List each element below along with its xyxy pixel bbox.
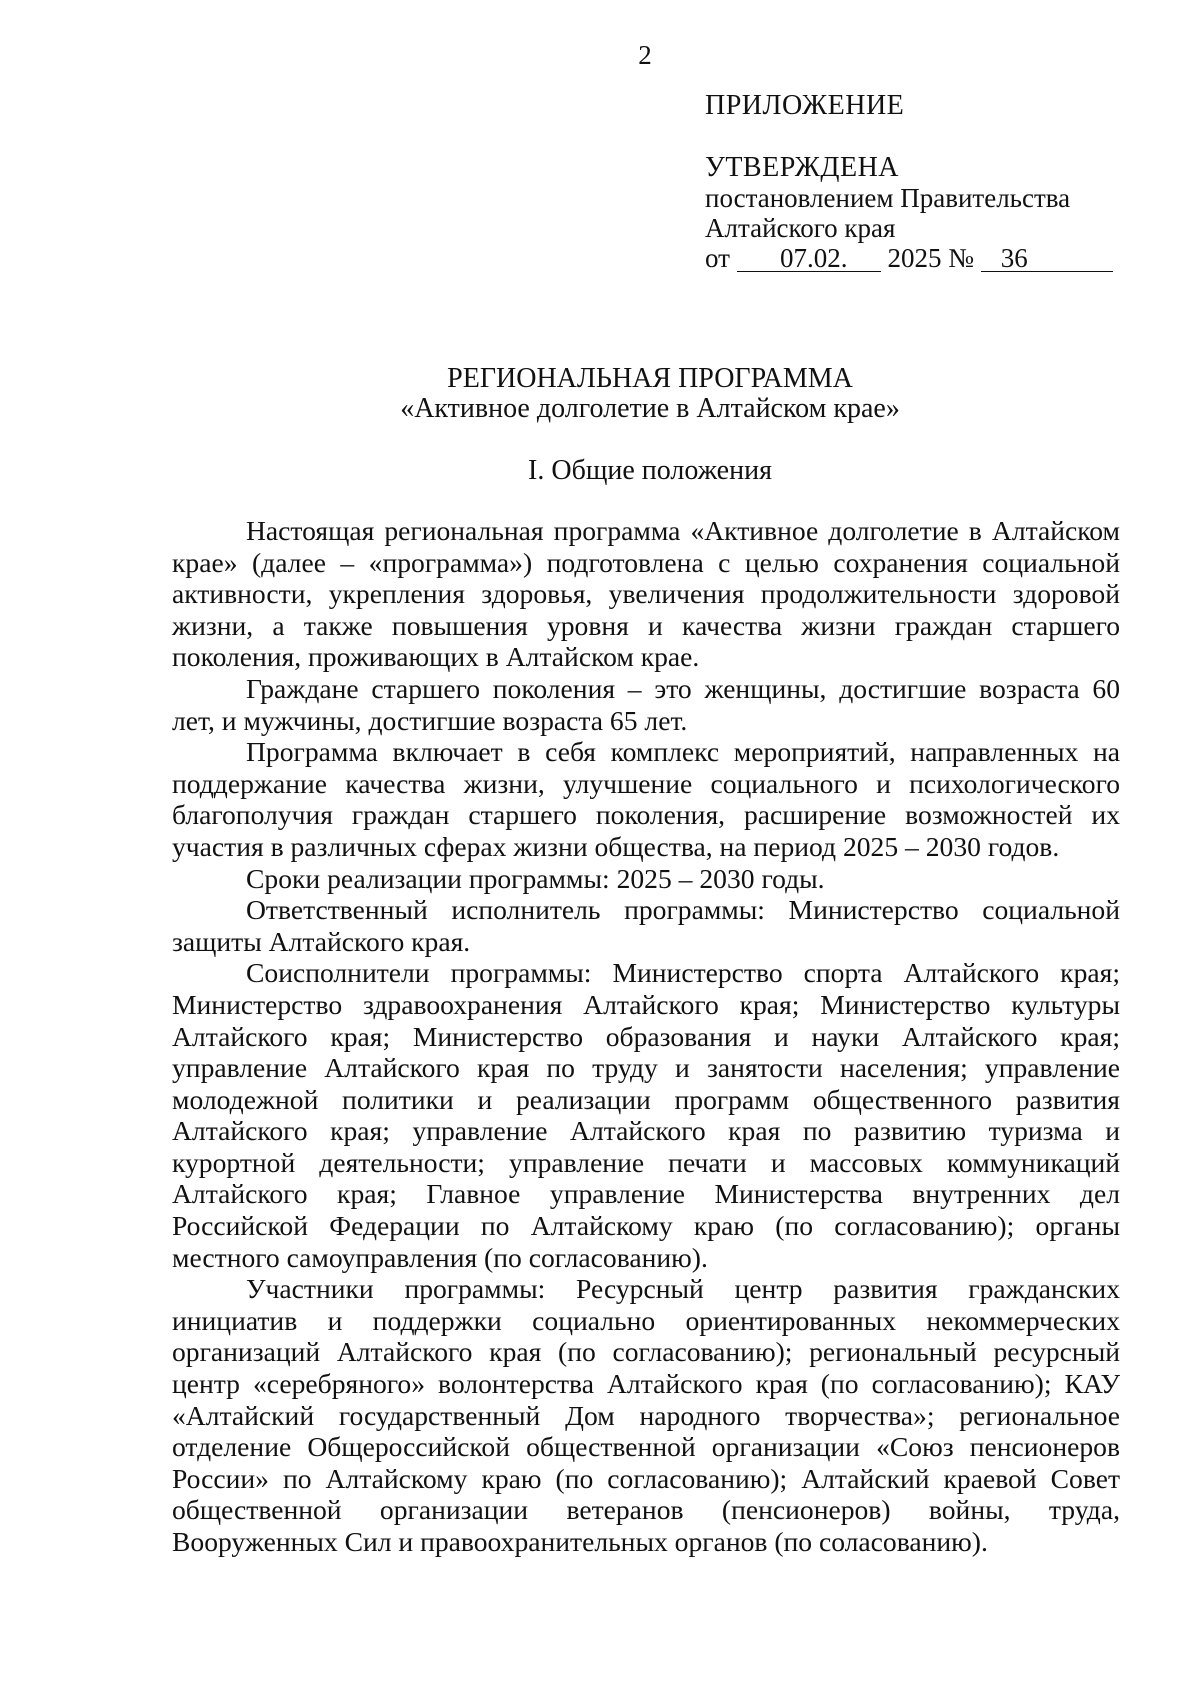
paragraph: Настоящая региональная программа «Активное долголетие в Алтайском крае» (далее – «программа») подготовлена с целью сохранения социальной активности, укрепления здоровья, увеличения продолжительности здоровой жизни, а также повышения уровня и качества жизни граждан старшего поколения, проживающих в Алтайском крае. xyxy=(172,515,1120,673)
paragraph: Участники программы: Ресурсный центр развития гражданских инициатив и поддержки социально ориентированных некоммерческих организаций Алтайского края (по согласованию); региональный ресурсный центр «серебряного» волонтерства Алтайского края (по согласованию); КАУ «Алтайский государственный Дом народного творчества»; региональное отделение Общероссийской общественной организации «Союз пенсионеров России» по Алтайскому краю (по согласованию); Алтайский краевой Совет общественной организации ветеранов (пенсионеров) войны, труда, Вооруженных Сил и правоохранительных органов (по соласованию). xyxy=(172,1273,1120,1557)
document-title xyxy=(0,364,1200,424)
paragraph: Сроки реализации программы: 2025 – 2030 годы. xyxy=(246,862,825,894)
decree-date-line xyxy=(705,243,1113,273)
paragraph: Ответственный исполнитель программы: Министерство социальной защиты Алтайского края. xyxy=(172,894,1120,957)
body-text xyxy=(172,515,1120,1558)
appendix-caption: ПРИЛОЖЕНИЕ xyxy=(705,90,905,121)
approved-caption: УТВЕРЖДЕНА xyxy=(705,152,900,183)
paragraph: Соисполнители программы: Министерство спорта Алтайского края; Министерство здравоохранения Алтайского края; Министерство культуры Алтайского края; Министерство образования и науки Алтайского края; управление Алтайского края по труду и занятости населения; управление молодежной политики и реализации программ общественного развития Алтайского края; управление Алтайского края по развитию туризма и курортной деятельности; управление печати и массовых коммуникаций Алтайского края; Главное управление Министерства внутренних дел Российской Федерации по Алтайскому краю (по согласованию); органы местного самоуправления (по согласованию). xyxy=(172,957,1120,1273)
title-line-2: «Активное долголетие в Алтайском крае» xyxy=(400,393,900,424)
section-heading: I. Общие положения xyxy=(528,455,772,486)
spacer xyxy=(705,121,1113,153)
from-label: от xyxy=(705,243,730,273)
authority-line: Алтайского края xyxy=(705,213,896,243)
page-number: 2 xyxy=(638,40,652,70)
paragraph: Граждане старшего поколения – это женщины, достигшие возраста 60 лет, и мужчины, достигшие возраста 65 лет. xyxy=(172,672,1120,736)
decree-number: 36 xyxy=(981,243,1113,272)
approved-by-line: постановлением Правительства xyxy=(705,183,1071,213)
paragraph: Программа включает в себя комплекс мероприятий, направленных на поддержание качества жизни, улучшение социального и психологического благополучия граждан старшего поколения, расширение возможностей их участия в различных сферах жизни общества, на период 2025 – 2030 годов. xyxy=(172,736,1120,862)
decree-year: 2025 № xyxy=(887,243,974,273)
approval-block xyxy=(705,91,1113,273)
title-line-1: РЕГИОНАЛЬНАЯ ПРОГРАММА xyxy=(447,363,853,394)
decree-date: 07.02. xyxy=(737,243,881,272)
